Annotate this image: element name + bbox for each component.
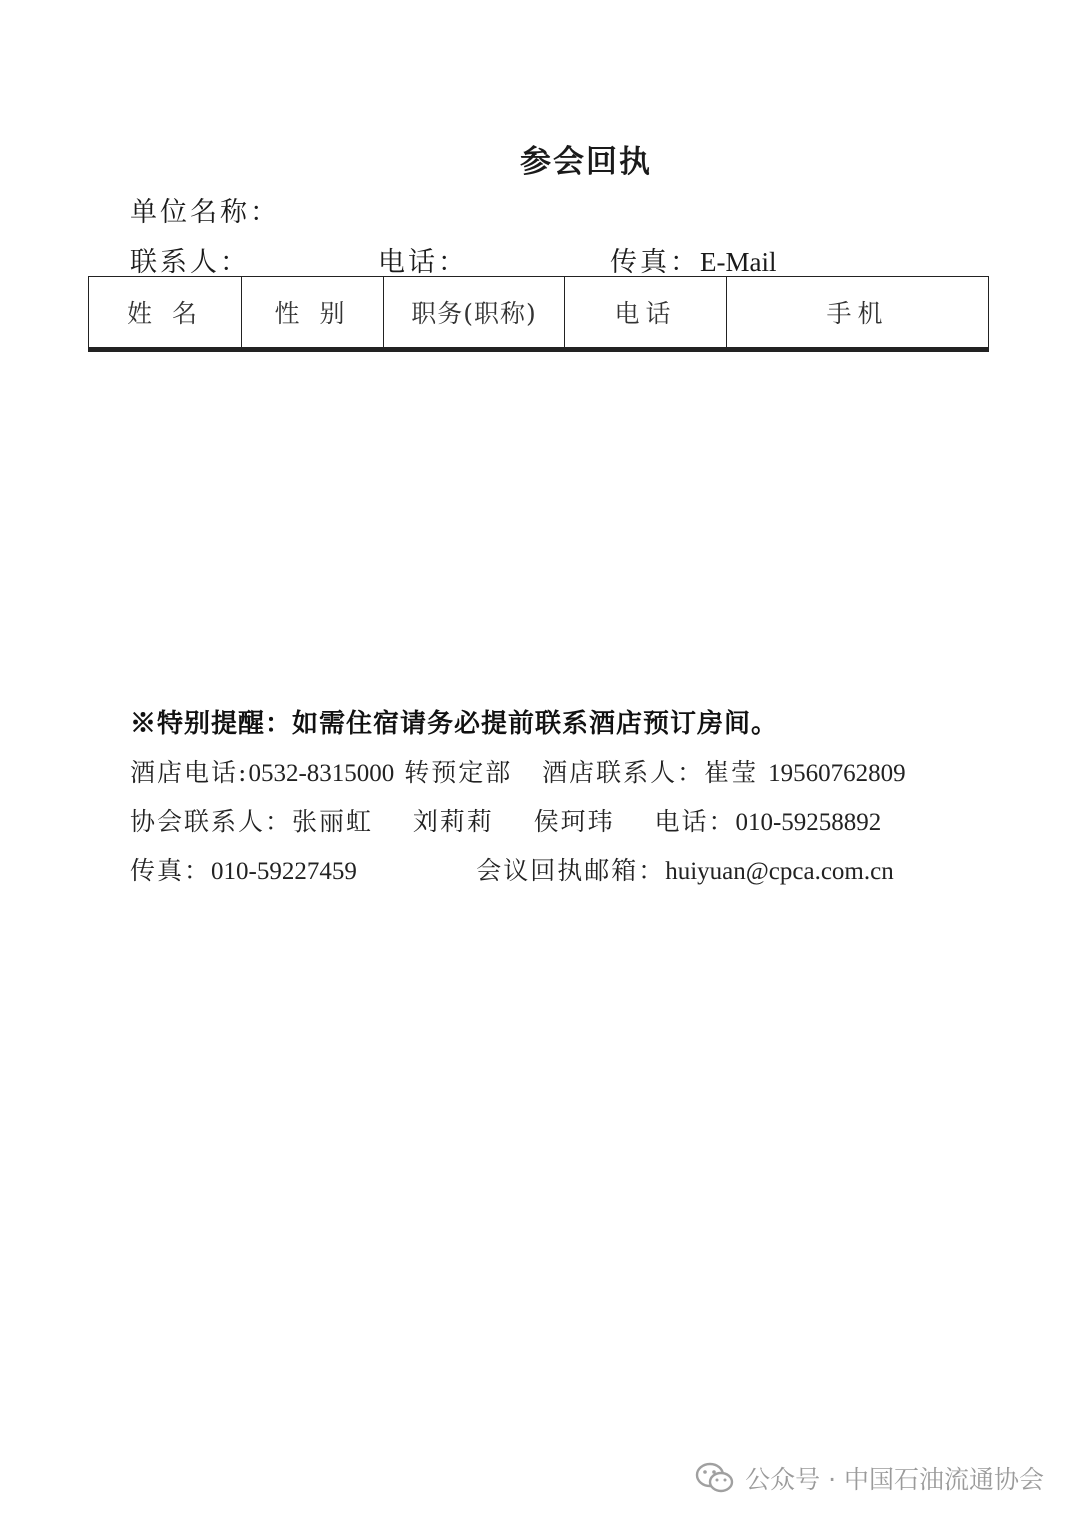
- attendee-table: [88, 276, 989, 352]
- fax-label-text: 传真：: [610, 247, 700, 278]
- fax-label: [610, 240, 776, 279]
- watermark-text: 公众号 · 中国石油流通协会: [745, 1465, 1044, 1494]
- assoc-contact-label: 协会联系人：: [130, 807, 293, 836]
- page-title: 参会回执: [520, 144, 652, 180]
- hotel-phone-suffix: 转预定部: [404, 758, 513, 787]
- assoc-contact-2: 刘莉莉: [412, 807, 494, 836]
- fax-email-line: [130, 851, 906, 900]
- notes-section: [130, 704, 906, 900]
- table-cell[interactable]: [242, 351, 384, 352]
- special-reminder: ※特别提醒：如需住宿请务必提前联系酒店预订房间。: [130, 709, 779, 739]
- reply-email: huiyuan@cpca.com.cn: [665, 858, 894, 885]
- assoc-phone: 010-59258892: [735, 809, 882, 836]
- table-cell[interactable]: [727, 351, 989, 352]
- hotel-info-line: [130, 753, 906, 802]
- header-position: 职务(职称): [384, 277, 565, 348]
- reply-email-label: 会议回执邮箱：: [476, 856, 666, 885]
- assoc-phone-label: 电话：: [654, 807, 736, 836]
- header-gender: 性 别: [242, 277, 384, 348]
- table-cell[interactable]: [89, 351, 242, 352]
- table-cell[interactable]: [384, 351, 565, 352]
- wechat-icon: [695, 1461, 735, 1495]
- hotel-contact-phone: 19560762809: [768, 760, 906, 787]
- header-name: 姓 名: [89, 277, 242, 348]
- assoc-contact-3: 侯珂玮: [533, 807, 615, 836]
- contact-label: 联系人：: [130, 247, 250, 278]
- assoc-contact-1: 张丽虹: [292, 807, 374, 836]
- hotel-phone-label: 酒店电话:: [130, 758, 249, 787]
- header-phone: 电话: [565, 277, 727, 348]
- table-row: [89, 351, 989, 352]
- email-label: E-Mail: [700, 247, 777, 277]
- assoc-fax: 010-59227459: [211, 858, 357, 885]
- phone-label: 电话：: [378, 247, 468, 278]
- association-contact-line: [130, 802, 906, 851]
- hotel-phone: 0532-8315000: [248, 760, 395, 787]
- unit-name-label: 单位名称：: [130, 197, 280, 228]
- hotel-contact: 崔莹: [704, 758, 759, 787]
- table-header-row: [89, 277, 989, 348]
- watermark: [695, 1460, 1044, 1496]
- hotel-contact-label: 酒店联系人：: [542, 758, 705, 787]
- assoc-fax-label: 传真：: [130, 856, 212, 885]
- header-mobile: 手机: [727, 277, 989, 348]
- table-cell[interactable]: [565, 351, 727, 352]
